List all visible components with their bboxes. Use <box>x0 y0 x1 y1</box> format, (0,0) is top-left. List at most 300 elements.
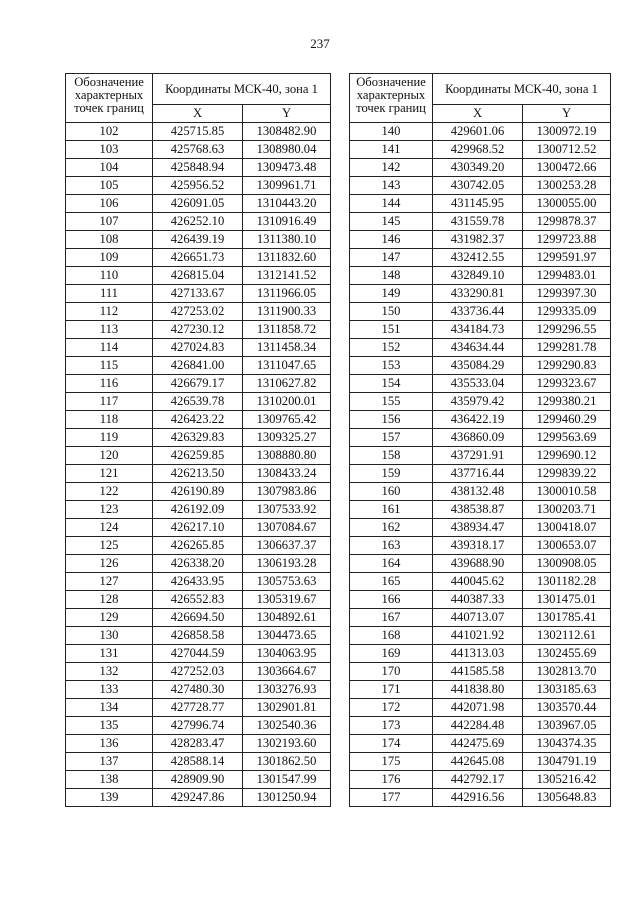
table-row <box>66 447 331 465</box>
x-coordinate: 433736.44 <box>433 303 523 321</box>
x-coordinate: 430742.05 <box>433 177 523 195</box>
point-number: 171 <box>350 681 433 699</box>
x-coordinate: 426190.89 <box>153 483 243 501</box>
x-coordinate: 442792.17 <box>433 771 523 789</box>
point-number: 132 <box>66 663 153 681</box>
y-coordinate: 1299563.69 <box>523 429 611 447</box>
point-number: 150 <box>350 303 433 321</box>
x-coordinate: 427252.03 <box>153 663 243 681</box>
y-coordinate: 1307533.92 <box>243 501 331 519</box>
point-number: 118 <box>66 411 153 429</box>
x-coordinate: 437716.44 <box>433 465 523 483</box>
x-coordinate: 429247.86 <box>153 789 243 807</box>
y-coordinate: 1299878.37 <box>523 213 611 231</box>
y-coordinate: 1300972.19 <box>523 123 611 141</box>
y-coordinate: 1311858.72 <box>243 321 331 339</box>
table-row <box>66 789 331 807</box>
point-number: 152 <box>350 339 433 357</box>
point-number: 134 <box>66 699 153 717</box>
point-number: 164 <box>350 555 433 573</box>
table-row <box>350 267 611 285</box>
x-coordinate: 440387.33 <box>433 591 523 609</box>
x-coordinate: 426815.04 <box>153 267 243 285</box>
x-coordinate: 433290.81 <box>433 285 523 303</box>
table-row <box>350 699 611 717</box>
y-coordinate: 1303664.67 <box>243 663 331 681</box>
y-coordinate: 1303185.63 <box>523 681 611 699</box>
point-number: 168 <box>350 627 433 645</box>
point-number: 112 <box>66 303 153 321</box>
table-row <box>350 483 611 501</box>
x-coordinate: 439688.90 <box>433 555 523 573</box>
table-row <box>66 411 331 429</box>
x-coordinate: 426217.10 <box>153 519 243 537</box>
table-row <box>350 753 611 771</box>
table-row <box>350 717 611 735</box>
y-coordinate: 1300472.66 <box>523 159 611 177</box>
y-coordinate: 1299483.01 <box>523 267 611 285</box>
point-number: 125 <box>66 537 153 555</box>
x-coordinate: 427253.02 <box>153 303 243 321</box>
x-coordinate: 438132.48 <box>433 483 523 501</box>
y-coordinate: 1309961.71 <box>243 177 331 195</box>
y-coordinate: 1299335.09 <box>523 303 611 321</box>
x-coordinate: 435979.42 <box>433 393 523 411</box>
y-coordinate: 1308880.80 <box>243 447 331 465</box>
y-coordinate: 1300712.52 <box>523 141 611 159</box>
y-coordinate: 1301475.01 <box>523 591 611 609</box>
y-coordinate: 1311047.65 <box>243 357 331 375</box>
table-row <box>66 231 331 249</box>
point-number: 166 <box>350 591 433 609</box>
x-coordinate: 429601.06 <box>433 123 523 141</box>
table-row <box>66 303 331 321</box>
point-number: 158 <box>350 447 433 465</box>
y-coordinate: 1304791.19 <box>523 753 611 771</box>
coordinates-header: Координаты МСК-40, зона 1 <box>153 74 331 105</box>
x-coordinate: 426679.17 <box>153 375 243 393</box>
y-coordinate: 1302813.70 <box>523 663 611 681</box>
table-row <box>350 555 611 573</box>
x-coordinate: 428909.90 <box>153 771 243 789</box>
table-row <box>350 123 611 141</box>
x-coordinate: 438934.47 <box>433 519 523 537</box>
x-coordinate: 431559.78 <box>433 213 523 231</box>
table-row <box>66 501 331 519</box>
y-coordinate: 1300055.00 <box>523 195 611 213</box>
point-number: 129 <box>66 609 153 627</box>
x-header: X <box>153 105 243 123</box>
table-row <box>350 429 611 447</box>
y-coordinate: 1302112.61 <box>523 627 611 645</box>
table-row <box>66 357 331 375</box>
x-coordinate: 427044.59 <box>153 645 243 663</box>
point-number: 108 <box>66 231 153 249</box>
x-coordinate: 431982.37 <box>433 231 523 249</box>
x-coordinate: 426433.95 <box>153 573 243 591</box>
point-number: 103 <box>66 141 153 159</box>
table-row <box>350 771 611 789</box>
x-coordinate: 427728.77 <box>153 699 243 717</box>
y-coordinate: 1300253.28 <box>523 177 611 195</box>
x-coordinate: 442071.98 <box>433 699 523 717</box>
point-number: 151 <box>350 321 433 339</box>
point-number: 149 <box>350 285 433 303</box>
table-row <box>350 501 611 519</box>
point-number: 154 <box>350 375 433 393</box>
x-coordinate: 437291.91 <box>433 447 523 465</box>
y-coordinate: 1307983.86 <box>243 483 331 501</box>
point-number: 145 <box>350 213 433 231</box>
point-number: 155 <box>350 393 433 411</box>
point-number: 120 <box>66 447 153 465</box>
table-row <box>66 537 331 555</box>
table-row <box>66 717 331 735</box>
table-row <box>66 555 331 573</box>
x-coordinate: 426192.09 <box>153 501 243 519</box>
point-number: 163 <box>350 537 433 555</box>
table-row <box>350 609 611 627</box>
y-coordinate: 1304892.61 <box>243 609 331 627</box>
x-coordinate: 434634.44 <box>433 339 523 357</box>
point-number: 123 <box>66 501 153 519</box>
y-coordinate: 1308482.90 <box>243 123 331 141</box>
table-row <box>350 195 611 213</box>
y-coordinate: 1299591.97 <box>523 249 611 267</box>
point-number: 142 <box>350 159 433 177</box>
x-coordinate: 432412.55 <box>433 249 523 267</box>
x-coordinate: 441313.03 <box>433 645 523 663</box>
y-coordinate: 1299690.12 <box>523 447 611 465</box>
x-coordinate: 427024.83 <box>153 339 243 357</box>
y-coordinate: 1309473.48 <box>243 159 331 177</box>
y-coordinate: 1304473.65 <box>243 627 331 645</box>
x-coordinate: 426651.73 <box>153 249 243 267</box>
designation-header: Обозначение характерных точек границ <box>66 74 153 123</box>
x-coordinate: 426265.85 <box>153 537 243 555</box>
y-coordinate: 1300010.58 <box>523 483 611 501</box>
point-number: 153 <box>350 357 433 375</box>
y-coordinate: 1306637.37 <box>243 537 331 555</box>
point-number: 105 <box>66 177 153 195</box>
x-coordinate: 426841.00 <box>153 357 243 375</box>
point-number: 114 <box>66 339 153 357</box>
table-row <box>66 339 331 357</box>
x-coordinate: 432849.10 <box>433 267 523 285</box>
point-number: 140 <box>350 123 433 141</box>
point-number: 122 <box>66 483 153 501</box>
point-number: 102 <box>66 123 153 141</box>
table-row <box>66 195 331 213</box>
y-coordinate: 1300203.71 <box>523 501 611 519</box>
point-number: 176 <box>350 771 433 789</box>
x-coordinate: 426329.83 <box>153 429 243 447</box>
x-coordinate: 440713.07 <box>433 609 523 627</box>
point-number: 162 <box>350 519 433 537</box>
x-coordinate: 442645.08 <box>433 753 523 771</box>
table-row <box>350 573 611 591</box>
x-coordinate: 434184.73 <box>433 321 523 339</box>
table-body-right <box>350 123 611 807</box>
table-row <box>66 123 331 141</box>
table-body-left <box>66 123 331 807</box>
table-row <box>350 393 611 411</box>
y-coordinate: 1300653.07 <box>523 537 611 555</box>
point-number: 165 <box>350 573 433 591</box>
y-coordinate: 1305216.42 <box>523 771 611 789</box>
y-coordinate: 1309765.42 <box>243 411 331 429</box>
table-row <box>66 321 331 339</box>
table-row <box>66 645 331 663</box>
point-number: 130 <box>66 627 153 645</box>
y-coordinate: 1299323.67 <box>523 375 611 393</box>
x-coordinate: 427996.74 <box>153 717 243 735</box>
y-coordinate: 1311832.60 <box>243 249 331 267</box>
table-row <box>66 141 331 159</box>
point-number: 121 <box>66 465 153 483</box>
table-row <box>66 753 331 771</box>
x-coordinate: 427230.12 <box>153 321 243 339</box>
point-number: 157 <box>350 429 433 447</box>
x-coordinate: 426338.20 <box>153 555 243 573</box>
point-number: 115 <box>66 357 153 375</box>
coordinates-header: Координаты МСК-40, зона 1 <box>433 74 611 105</box>
x-coordinate: 425715.85 <box>153 123 243 141</box>
table-row <box>350 663 611 681</box>
y-coordinate: 1301250.94 <box>243 789 331 807</box>
x-coordinate: 436422.19 <box>433 411 523 429</box>
table-row <box>66 375 331 393</box>
y-coordinate: 1299281.78 <box>523 339 611 357</box>
y-coordinate: 1299460.29 <box>523 411 611 429</box>
table-row <box>350 159 611 177</box>
table-row <box>66 465 331 483</box>
point-number: 127 <box>66 573 153 591</box>
y-coordinate: 1301785.41 <box>523 609 611 627</box>
y-coordinate: 1299839.22 <box>523 465 611 483</box>
point-number: 135 <box>66 717 153 735</box>
y-coordinate: 1310200.01 <box>243 393 331 411</box>
x-coordinate: 438538.87 <box>433 501 523 519</box>
x-coordinate: 428588.14 <box>153 753 243 771</box>
x-coordinate: 426423.22 <box>153 411 243 429</box>
point-number: 126 <box>66 555 153 573</box>
y-coordinate: 1299296.55 <box>523 321 611 339</box>
x-coordinate: 425956.52 <box>153 177 243 195</box>
y-coordinate: 1304063.95 <box>243 645 331 663</box>
table-row <box>66 573 331 591</box>
y-coordinate: 1299380.21 <box>523 393 611 411</box>
y-coordinate: 1302455.69 <box>523 645 611 663</box>
y-header: Y <box>523 105 611 123</box>
table-row <box>350 303 611 321</box>
y-coordinate: 1305648.83 <box>523 789 611 807</box>
table-row <box>66 681 331 699</box>
x-coordinate: 425768.63 <box>153 141 243 159</box>
point-number: 110 <box>66 267 153 285</box>
table-row <box>350 681 611 699</box>
x-coordinate: 440045.62 <box>433 573 523 591</box>
y-coordinate: 1310916.49 <box>243 213 331 231</box>
table-row <box>350 735 611 753</box>
table-row <box>66 699 331 717</box>
point-number: 116 <box>66 375 153 393</box>
page-number: 237 <box>310 36 330 51</box>
point-number: 156 <box>350 411 433 429</box>
x-coordinate: 431145.95 <box>433 195 523 213</box>
y-coordinate: 1310627.82 <box>243 375 331 393</box>
table-row <box>66 591 331 609</box>
y-coordinate: 1302193.60 <box>243 735 331 753</box>
point-number: 170 <box>350 663 433 681</box>
table-row <box>66 429 331 447</box>
table-row <box>350 231 611 249</box>
x-coordinate: 442475.69 <box>433 735 523 753</box>
point-number: 106 <box>66 195 153 213</box>
table-row <box>66 609 331 627</box>
point-number: 161 <box>350 501 433 519</box>
table-row <box>66 771 331 789</box>
table-row <box>350 591 611 609</box>
table-row <box>66 267 331 285</box>
point-number: 119 <box>66 429 153 447</box>
point-number: 175 <box>350 753 433 771</box>
y-coordinate: 1301862.50 <box>243 753 331 771</box>
table-row <box>66 735 331 753</box>
table-row <box>350 375 611 393</box>
coordinates-table-left <box>65 73 331 807</box>
x-coordinate: 442916.56 <box>433 789 523 807</box>
x-coordinate: 426552.83 <box>153 591 243 609</box>
y-coordinate: 1299397.30 <box>523 285 611 303</box>
point-number: 159 <box>350 465 433 483</box>
x-coordinate: 441585.58 <box>433 663 523 681</box>
x-coordinate: 426259.85 <box>153 447 243 465</box>
point-number: 173 <box>350 717 433 735</box>
x-coordinate: 426091.05 <box>153 195 243 213</box>
table-row <box>66 627 331 645</box>
y-header: Y <box>243 105 331 123</box>
x-coordinate: 426858.58 <box>153 627 243 645</box>
table-row <box>66 483 331 501</box>
table-row <box>350 519 611 537</box>
y-coordinate: 1311458.34 <box>243 339 331 357</box>
x-coordinate: 427480.30 <box>153 681 243 699</box>
table-row <box>350 141 611 159</box>
point-number: 143 <box>350 177 433 195</box>
x-coordinate: 441021.92 <box>433 627 523 645</box>
point-number: 104 <box>66 159 153 177</box>
table-row <box>350 627 611 645</box>
y-coordinate: 1309325.27 <box>243 429 331 447</box>
point-number: 107 <box>66 213 153 231</box>
point-number: 136 <box>66 735 153 753</box>
x-coordinate: 426213.50 <box>153 465 243 483</box>
point-number: 177 <box>350 789 433 807</box>
y-coordinate: 1311380.10 <box>243 231 331 249</box>
y-coordinate: 1311900.33 <box>243 303 331 321</box>
y-coordinate: 1302540.36 <box>243 717 331 735</box>
point-number: 141 <box>350 141 433 159</box>
table-row <box>66 519 331 537</box>
x-coordinate: 426694.50 <box>153 609 243 627</box>
y-coordinate: 1300908.05 <box>523 555 611 573</box>
table-row <box>350 645 611 663</box>
y-coordinate: 1305319.67 <box>243 591 331 609</box>
y-coordinate: 1300418.07 <box>523 519 611 537</box>
y-coordinate: 1301547.99 <box>243 771 331 789</box>
table-row <box>350 447 611 465</box>
x-coordinate: 427133.67 <box>153 285 243 303</box>
table-row <box>66 159 331 177</box>
table-row <box>350 177 611 195</box>
y-coordinate: 1311966.05 <box>243 285 331 303</box>
x-coordinate: 442284.48 <box>433 717 523 735</box>
point-number: 160 <box>350 483 433 501</box>
x-coordinate: 439318.17 <box>433 537 523 555</box>
point-number: 139 <box>66 789 153 807</box>
point-number: 133 <box>66 681 153 699</box>
point-number: 124 <box>66 519 153 537</box>
coordinates-table-right <box>349 73 611 807</box>
y-coordinate: 1303967.05 <box>523 717 611 735</box>
table-row <box>350 213 611 231</box>
x-coordinate: 436860.09 <box>433 429 523 447</box>
table-row <box>66 393 331 411</box>
y-coordinate: 1306193.28 <box>243 555 331 573</box>
x-coordinate: 430349.20 <box>433 159 523 177</box>
x-coordinate: 428283.47 <box>153 735 243 753</box>
table-row <box>66 663 331 681</box>
x-coordinate: 435084.29 <box>433 357 523 375</box>
table-row <box>350 537 611 555</box>
y-coordinate: 1301182.28 <box>523 573 611 591</box>
x-coordinate: 426539.78 <box>153 393 243 411</box>
y-coordinate: 1299290.83 <box>523 357 611 375</box>
table-row <box>350 789 611 807</box>
x-coordinate: 426252.10 <box>153 213 243 231</box>
y-coordinate: 1299723.88 <box>523 231 611 249</box>
table-row <box>350 411 611 429</box>
point-number: 128 <box>66 591 153 609</box>
x-coordinate: 441838.80 <box>433 681 523 699</box>
point-number: 174 <box>350 735 433 753</box>
table-row <box>66 213 331 231</box>
y-coordinate: 1308433.24 <box>243 465 331 483</box>
y-coordinate: 1310443.20 <box>243 195 331 213</box>
point-number: 117 <box>66 393 153 411</box>
point-number: 144 <box>350 195 433 213</box>
table-row <box>66 177 331 195</box>
x-coordinate: 426439.19 <box>153 231 243 249</box>
table-row <box>350 465 611 483</box>
designation-header: Обозначение характерных точек границ <box>350 74 433 123</box>
x-coordinate: 435533.04 <box>433 375 523 393</box>
point-number: 131 <box>66 645 153 663</box>
table-row <box>350 339 611 357</box>
point-number: 138 <box>66 771 153 789</box>
y-coordinate: 1303570.44 <box>523 699 611 717</box>
y-coordinate: 1307084.67 <box>243 519 331 537</box>
y-coordinate: 1302901.81 <box>243 699 331 717</box>
table-row <box>350 357 611 375</box>
y-coordinate: 1308980.04 <box>243 141 331 159</box>
table-row <box>350 321 611 339</box>
point-number: 148 <box>350 267 433 285</box>
y-coordinate: 1304374.35 <box>523 735 611 753</box>
point-number: 146 <box>350 231 433 249</box>
point-number: 167 <box>350 609 433 627</box>
